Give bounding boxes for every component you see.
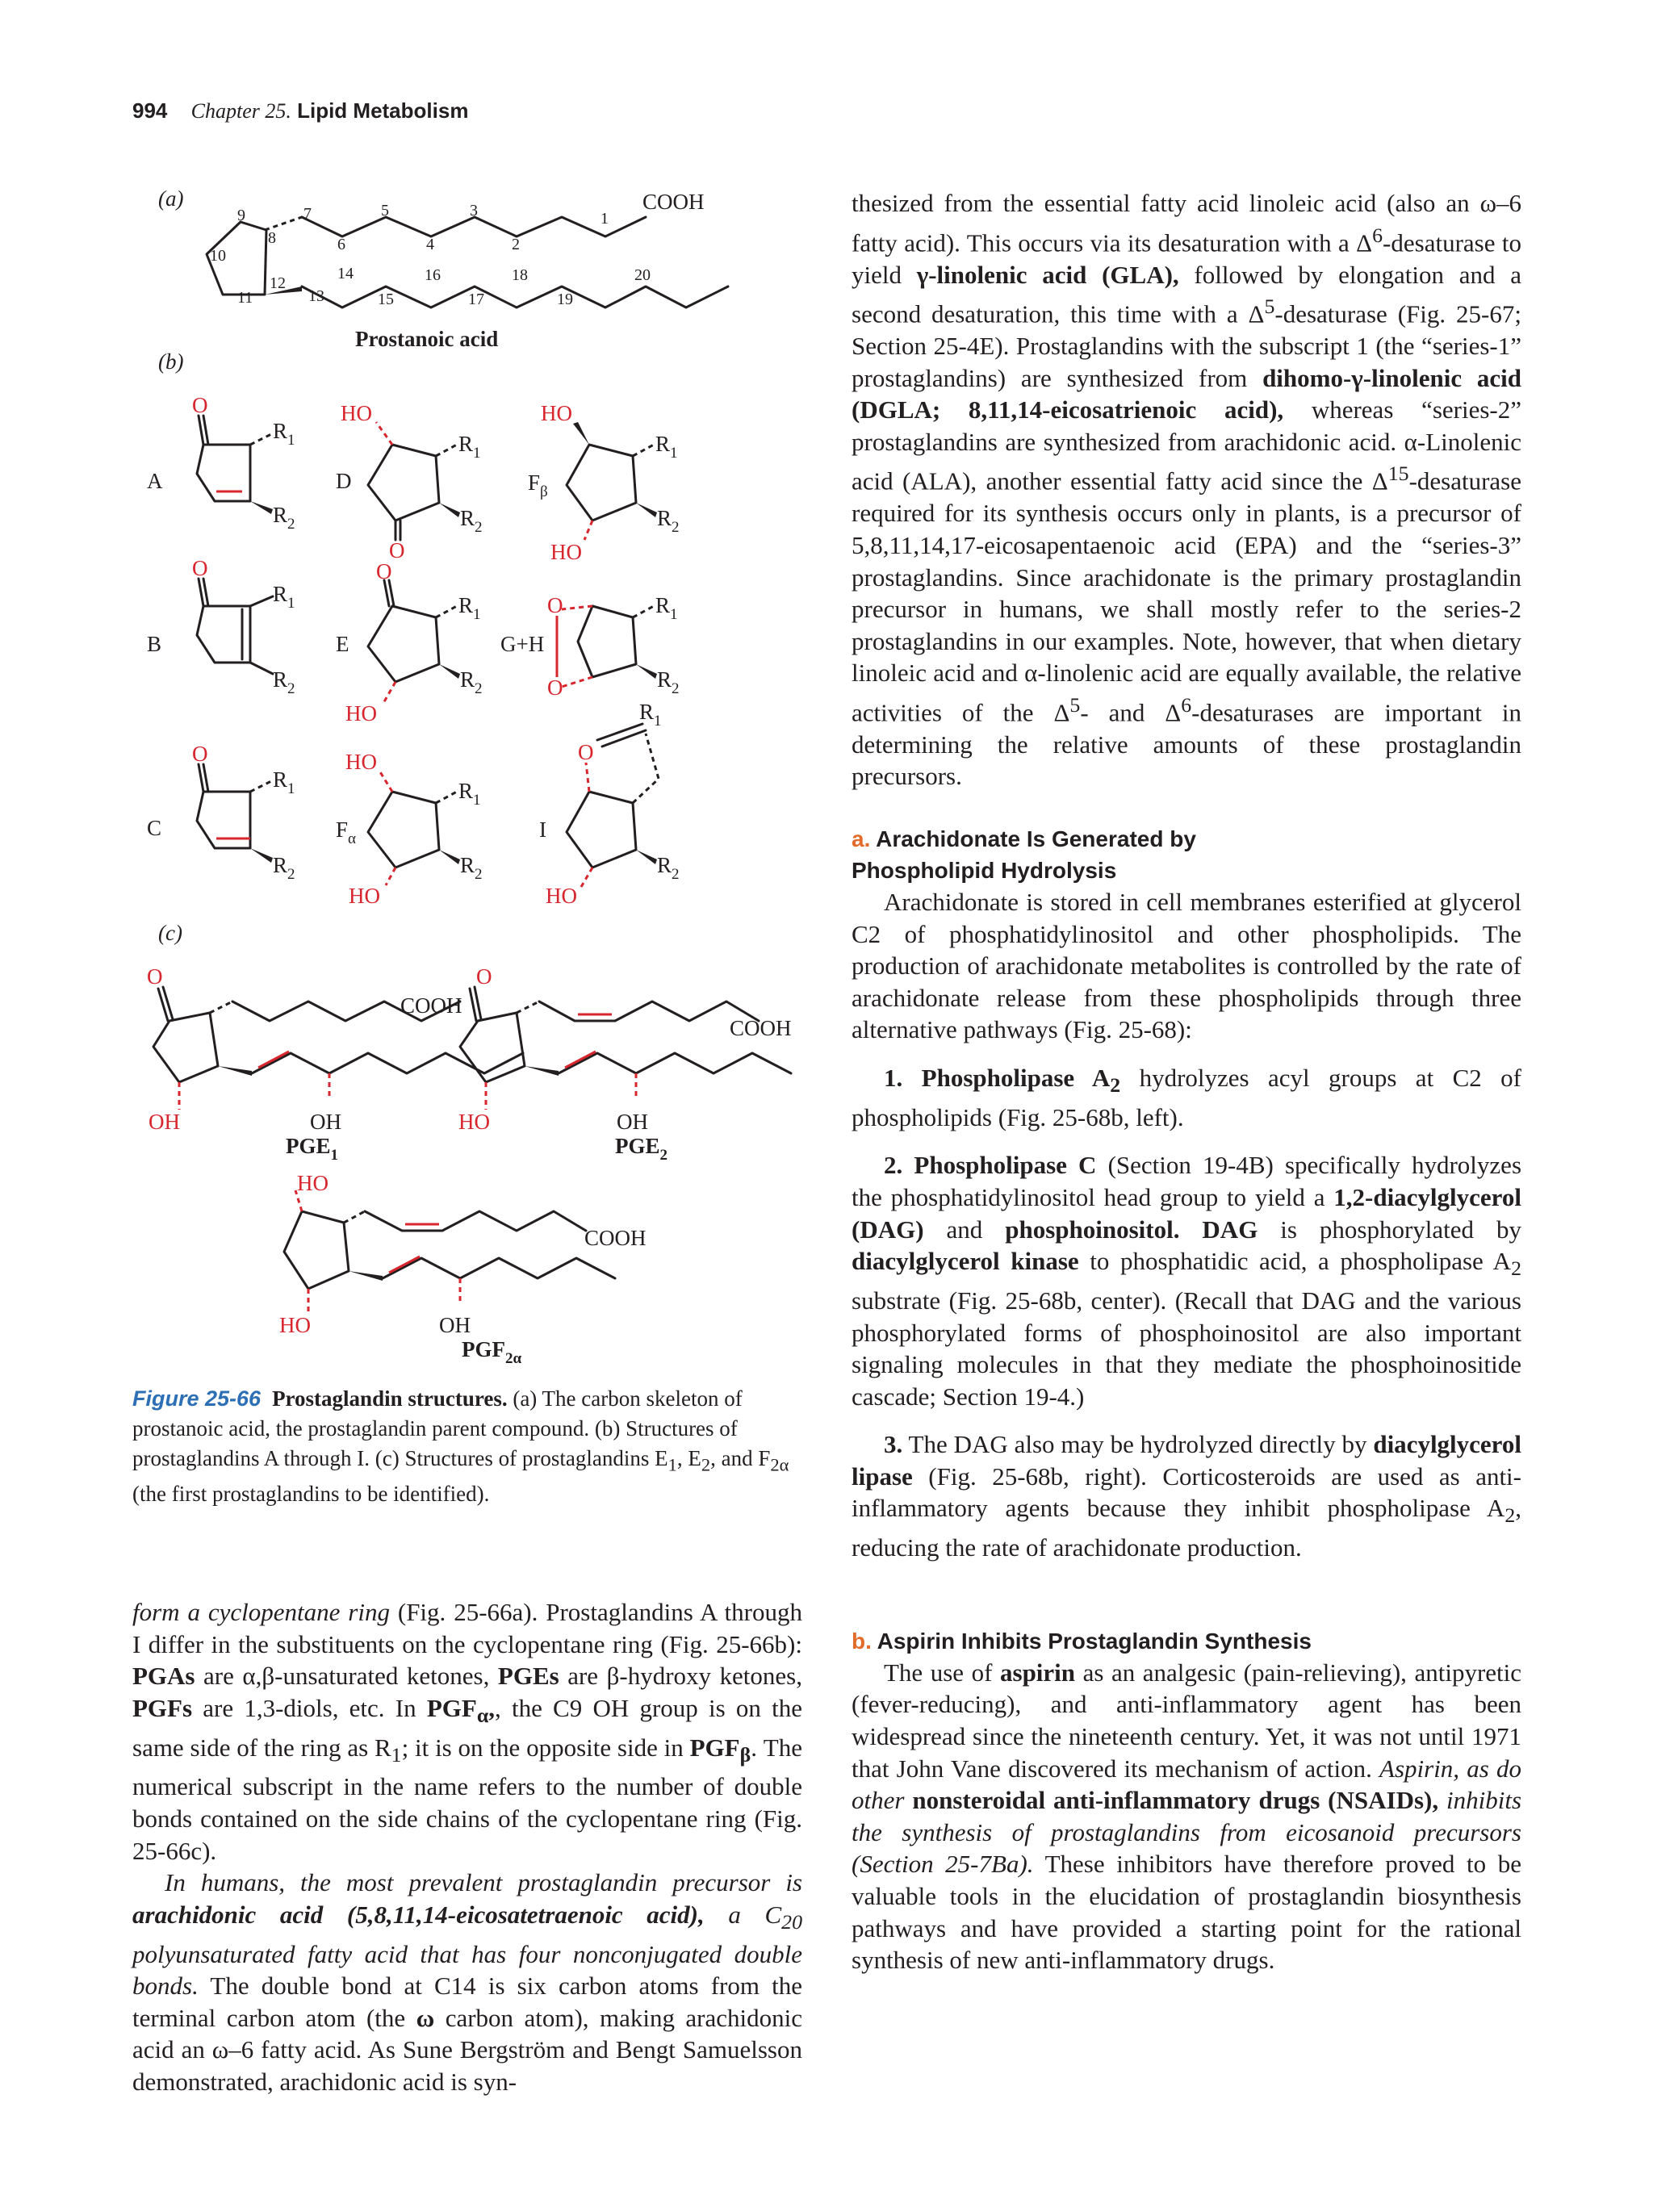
atom-16: 16	[425, 266, 441, 284]
pgf-beta-r1: $R_1$	[655, 432, 678, 462]
atom-14: 14	[337, 265, 354, 282]
pgb-structure	[147, 556, 295, 697]
left-column-text	[132, 1596, 802, 2097]
pgd-hydroxyl: HO	[341, 401, 372, 425]
pgc-letter: C	[147, 816, 162, 840]
figure-number: Figure 25-66	[132, 1386, 262, 1411]
pgf2a-hydroxyl-top: HO	[297, 1171, 329, 1195]
atom-8: 8	[268, 229, 276, 247]
pga-r1: $R_1$	[273, 419, 295, 449]
figure-caption: Figure 25-66 Prostaglandin structures. (a) The carbon skeleton of prostanoic acid, the prostaglandin parent compound. (b) Structures of prostaglandins A through I. (c) Structures of prostaglandins $E_1$, $E_2$, and $F_{2\alpha}$ (the first prostaglandins to be identified).	[132, 1386, 789, 1507]
pgb-letter: B	[147, 632, 162, 656]
chapter-number: Chapter 25.	[190, 99, 291, 123]
atom-5: 5	[381, 202, 389, 220]
pge1-name: $PGE_1$	[286, 1134, 339, 1164]
pgf2a-hydroxyl-chain: OH	[439, 1313, 471, 1337]
pge2-oxygen: O	[476, 964, 492, 989]
atom-15: 15	[378, 291, 394, 308]
atom-6: 6	[337, 236, 345, 253]
pgf-alpha-hydroxyl-bottom: HO	[349, 884, 380, 908]
pgc-oxygen: O	[192, 742, 208, 766]
pge-oxygen: O	[376, 559, 392, 583]
pge1-hydroxyl-chain: OH	[310, 1110, 341, 1134]
atom-19: 19	[557, 291, 573, 308]
pgg-h-letter: G+H	[500, 632, 545, 656]
caption-text-a: (a) The carbon skeleton of prostanoic acid, the prostaglandin parent compound.	[132, 1386, 743, 1441]
pgf-beta-letter: $F_\beta$	[528, 470, 548, 500]
pgc-r1: $R_1$	[273, 767, 295, 797]
pge-hydroxyl: HO	[345, 701, 377, 725]
atom-7: 7	[303, 205, 312, 223]
pgd-r1: $R_1$	[458, 432, 481, 462]
atom-9: 9	[237, 207, 245, 224]
panel-label-c: (c)	[158, 921, 182, 945]
left-paragraph-2: In humans, the most prevalent prostaglandin precursor is arachidonic acid (5,8,11,14-eicosatetraenoic acid), a $C_{20}$ polyunsaturated fatty acid that has four nonconjugated double bonds. The double bond at C14 is six carbon atoms from the terminal carbon atom (the ω carbon atom), making arachidonic acid an ω–6 fatty acid. As Sune Bergström and Bengt Samuelsson demonstrated, arachidonic acid is syn-	[132, 1868, 802, 2096]
pgf-alpha-letter: $F_\alpha$	[336, 817, 356, 847]
atom-18: 18	[512, 266, 528, 284]
atom-17: 17	[468, 291, 484, 308]
pgd-letter: D	[336, 469, 352, 493]
pge2-structure	[458, 964, 792, 1164]
pgd-r2: $R_2$	[460, 506, 483, 536]
pgf2a-hydroxyl-ring: HO	[279, 1313, 311, 1337]
list-item-3: 3. The DAG also may be hydrolyzed directly by diacylglycerol lipase (Fig. 25-68b, right). Corticosteroids are used as anti-inflammatory agents because they inhibit phospholipase $A_2$, reducing the rate of arachidonate production.	[852, 1430, 1521, 1562]
atom-13: 13	[308, 287, 324, 305]
pge-structure	[336, 559, 483, 725]
pge-r2: $R_2$	[460, 667, 483, 697]
prostaglandin-structures-figure	[129, 182, 839, 1376]
pga-structure	[147, 393, 295, 533]
pgf-alpha-r1: $R_1$	[458, 779, 481, 809]
pgi-hydroxyl: HO	[546, 884, 577, 908]
pge1-hydroxyl-ring: OH	[149, 1110, 180, 1134]
prostanoic-cooh-label: COOH	[642, 190, 705, 214]
pge2-hydroxyl-ring: HO	[458, 1110, 490, 1134]
pgf-beta-hydroxyl-top: HO	[541, 401, 572, 425]
pgg-h-r1: $R_1$	[655, 593, 678, 623]
pgf-alpha-hydroxyl-top: HO	[345, 750, 377, 774]
prostanoic-acid-name: Prostanoic acid	[355, 327, 499, 351]
pgc-structure	[147, 742, 295, 883]
right-paragraph-2: Arachidonate is stored in cell membranes esterified at glycerol C2 of phosphatidylinositol and other phospholipids. The production of arachidonate metabolites is controlled by the rate of arachidonate release from these phospholipids through three alternative pathways (Fig. 25-68):	[852, 888, 1521, 1044]
pge2-name: $PGE_2$	[615, 1134, 668, 1164]
panel-label-a: (a)	[158, 186, 184, 211]
pgi-r2: $R_2$	[657, 853, 680, 883]
pgf-beta-r2: $R_2$	[657, 506, 680, 536]
atom-4: 4	[426, 236, 434, 253]
atom-12: 12	[270, 274, 286, 292]
pge2-cooh: COOH	[730, 1016, 792, 1040]
pgi-letter: I	[539, 817, 546, 842]
section-heading-b: b. Aspirin Inhibits Prostaglandin Synthesis	[852, 1628, 1312, 1654]
caption-title: Prostaglandin structures.	[272, 1386, 508, 1411]
right-column-text	[852, 187, 1521, 1976]
atom-20: 20	[634, 266, 651, 284]
pgg-h-oxygen-top: O	[547, 593, 563, 617]
left-paragraph-1: form a cyclopentane ring (Fig. 25-66a). Prostaglandins A through I differ in the substituents on the cyclopentane ring (Fig. 25-66b): PGAs are α,β-unsaturated ketones, PGEs are β-hydroxy ketones, PGFs are 1,3-diols, etc. In $PGF_\alpha$,, the C9 OH group is on the same side of the ring as $R_1$; it is on the opposite side in $PGF_\beta$. The numerical subscript in the name refers to the number of double bonds contained on the side chains of the cyclopentane ring (Fig. 25-66c).	[132, 1598, 802, 1865]
pgf-alpha-r2: $R_2$	[460, 853, 483, 883]
pgf2a-cooh: COOH	[584, 1226, 647, 1250]
pgf2a-structure	[279, 1171, 647, 1367]
caption-text-b: (b) Structures of prostaglandins A through I. (c) Structures of prostaglandins E	[132, 1416, 738, 1470]
right-paragraph-1: thesized from the essential fatty acid linoleic acid (also an ω–6 fatty acid). This occurs via its desaturation with a $\Delta^6$-desaturase to yield γ-linolenic acid (GLA), followed by elongation and a second desaturation, this time with a $\Delta^5$-desaturase (Fig. 25-67; Section 25-4E). Prostaglandins with the subscript 1 (the “series-1” prostaglandins) are synthesized from dihomo-γ-linolenic acid (DGLA; 8,11,14-eicosatrienoic acid), whereas “series-2” prostaglandins are synthesized from arachidonic acid. α-Linolenic acid (ALA), another essential fatty acid since the $\Delta^{15}$-desaturase required for its synthesis occurs only in plants, is a precursor of 5,8,11,14,17-eicosapentaenoic acid (EPA) and the “series-3” prostaglandins. Since arachidonate is the primary prostaglandin precursor in humans, we shall mostly refer to the series-2 prostaglandins in our examples. Note, however, that when dietary linoleic acid and α-linolenic acid are equally available, the relative activities of the $\Delta^5-$ and $\Delta^6$-desaturases are important in determining the relative amounts of these prostaglandin precursors.	[852, 189, 1521, 791]
chapter-title: Lipid Metabolism	[297, 98, 469, 123]
pgg-h-oxygen-bottom: O	[547, 675, 563, 700]
pge1-oxygen: O	[147, 964, 163, 989]
pge2-hydroxyl-chain: OH	[617, 1110, 648, 1134]
section-heading-a: a. Arachidonate Is Generated by Phospholipid Hydrolysis	[852, 826, 1196, 883]
pgf-alpha-structure	[336, 750, 483, 908]
prostanoic-acid-structure	[207, 190, 728, 351]
list-item-2: 2. Phospholipase C (Section 19-4B) specifically hydrolyzes the phosphatidylinositol head group to yield a 1,2-diacylglycerol (DAG) and phosphoinositol. DAG is phosphorylated by diacylglycerol kinase to phosphatidic acid, a phospholipase $A_2$ substrate (Fig. 25-68b, center). (Recall that DAG and the various phosphorylated forms of phosphoinositol are also important signaling molecules in that they mediate the phosphoinositide cascade; Section 19-4.)	[852, 1151, 1522, 1411]
pga-letter: A	[147, 469, 163, 493]
pge-r1: $R_1$	[458, 593, 481, 623]
atom-1: 1	[601, 210, 609, 228]
pgf2a-name: $PGF_{2\alpha}$	[462, 1337, 522, 1367]
pge-letter: E	[336, 632, 349, 656]
pgi-structure	[539, 700, 680, 908]
panel-label-b: (b)	[158, 349, 184, 374]
atom-11: 11	[237, 289, 253, 307]
pgi-r1: $R_1$	[639, 700, 662, 730]
atom-2: 2	[512, 236, 520, 253]
atom-3: 3	[470, 202, 478, 220]
pgb-r1: $R_1$	[273, 582, 295, 612]
pgd-structure	[336, 401, 483, 562]
list-item-1: 1. Phospholipase $A_2$ hydrolyzes acyl groups at C2 of phospholipids (Fig. 25-68b, left).	[852, 1063, 1521, 1131]
pgb-r2: $R_2$	[273, 667, 295, 697]
pge1-cooh: COOH	[400, 993, 462, 1018]
pgg-h-r2: $R_2$	[657, 667, 680, 697]
pgg-h-structure	[500, 593, 680, 700]
right-paragraph-3: The use of aspirin as an analgesic (pain-relieving), antipyretic (fever-reducing), and anti-inflammatory agent has been widespread since the nineteenth century. Yet, it was not until 1971 that John Vane discovered its mechanism of action. Aspirin, as do other nonsteroidal anti-inflammatory drugs (NSAIDs), inhibits the synthesis of prostaglandins from eicosanoid precursors (Section 25-7Ba). These inhibitors have therefore proved to be valuable tools in the elucidation of prostaglandin biosynthesis pathways and have provided a starting point for the rational synthesis of new anti-inflammatory drugs.	[852, 1658, 1522, 1975]
pga-oxygen: O	[192, 393, 208, 417]
pga-r2: $R_2$	[273, 503, 295, 533]
pgc-r2: $R_2$	[273, 853, 295, 883]
pgf-beta-hydroxyl-bottom: HO	[550, 540, 582, 564]
running-header	[132, 98, 468, 123]
atom-10: 10	[210, 247, 226, 265]
pgb-oxygen: O	[192, 556, 208, 580]
pgd-oxygen: O	[389, 538, 405, 562]
page-number: 994	[132, 98, 168, 123]
pgf-beta-structure	[528, 401, 680, 564]
pgi-oxygen: O	[578, 740, 594, 764]
